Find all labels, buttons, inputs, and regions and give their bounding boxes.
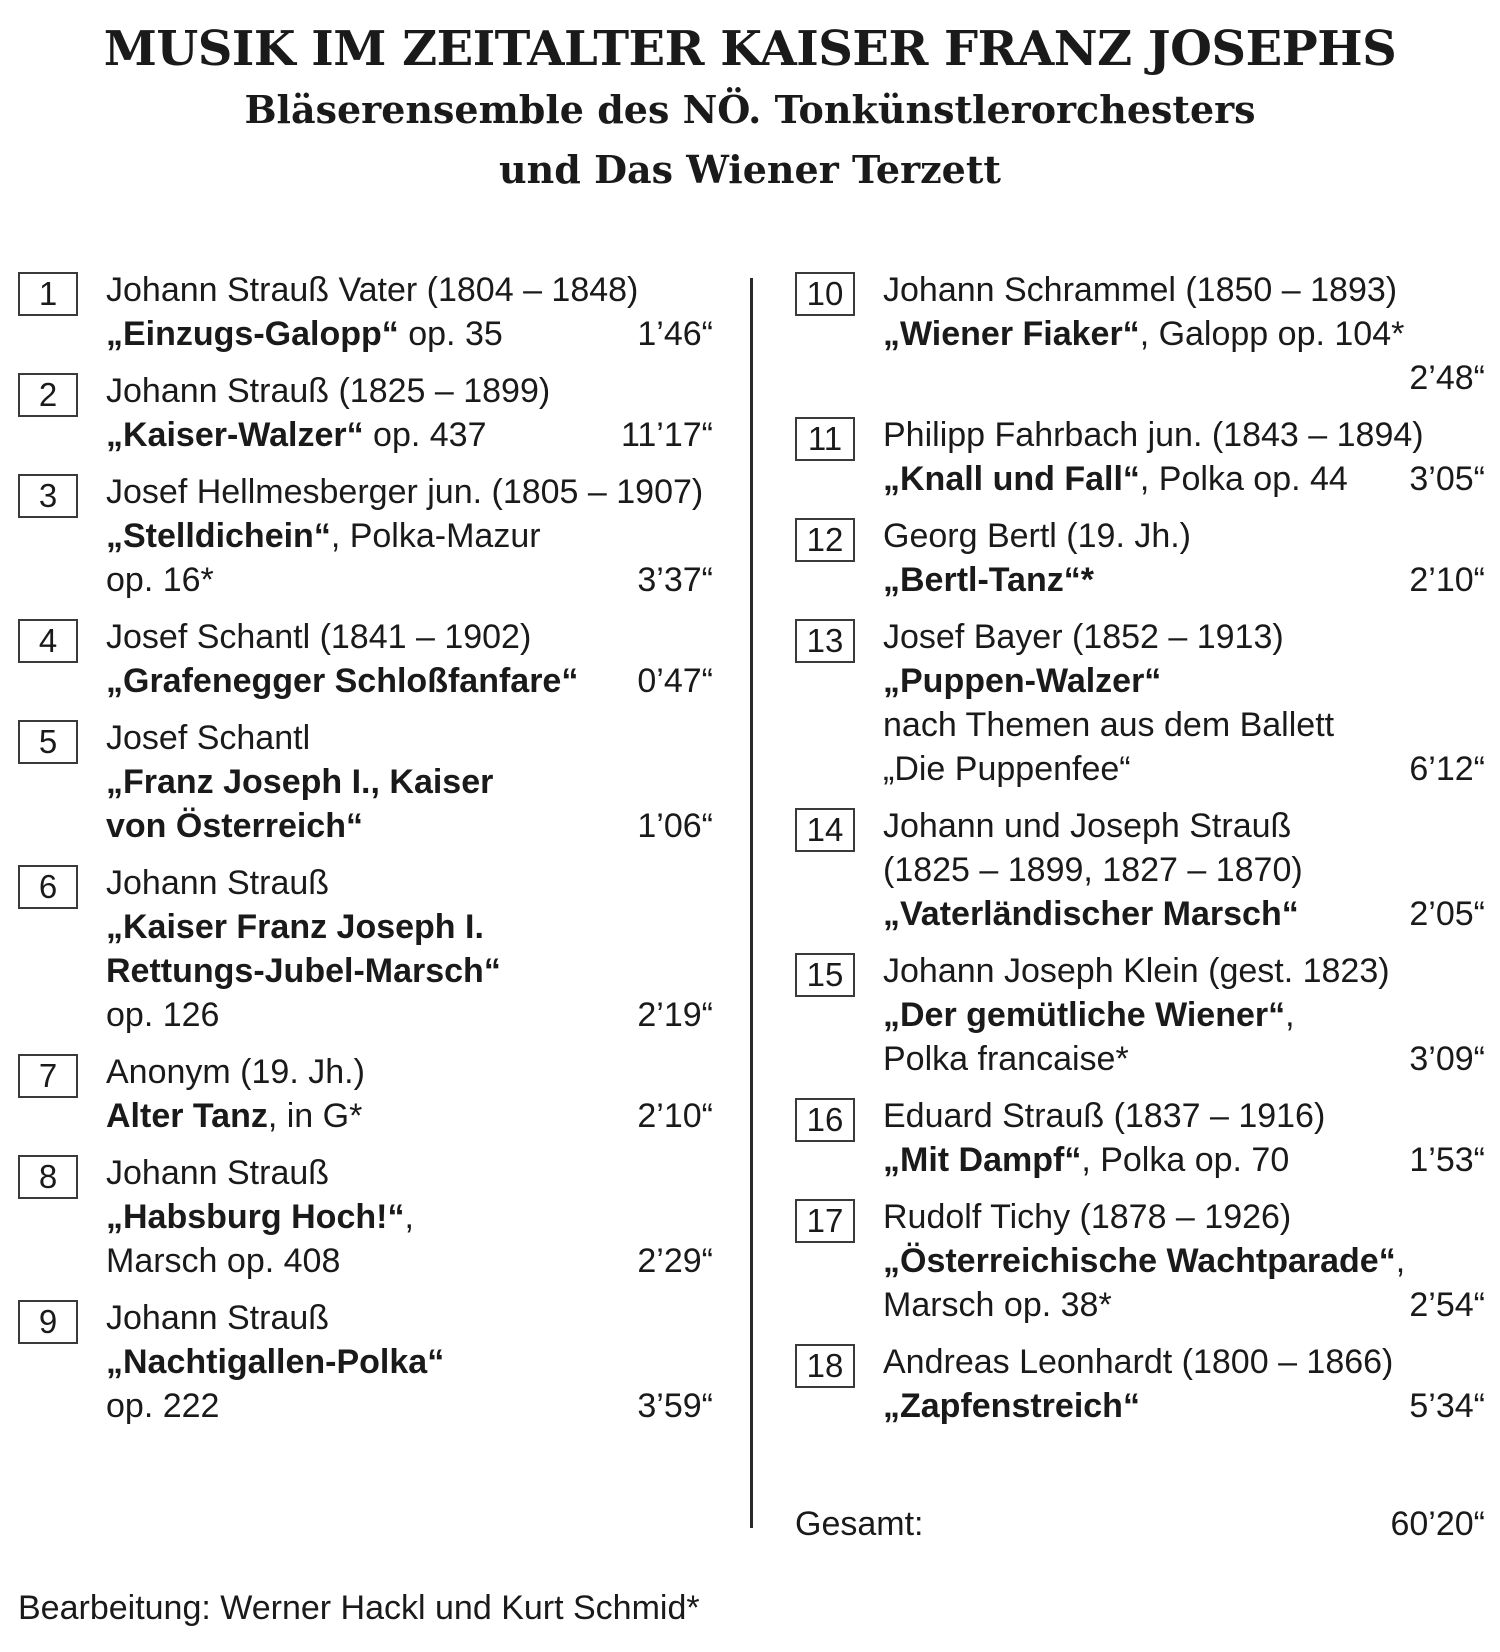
track-line — [883, 457, 1485, 501]
work-title: Rettungs-Jubel-Marsch“ — [106, 952, 501, 990]
track-line — [106, 514, 713, 558]
track-item — [18, 470, 713, 602]
track-line — [883, 413, 1485, 457]
track-duration: 2’48“ — [1409, 359, 1485, 397]
track-line — [106, 861, 713, 905]
track-line — [883, 703, 1485, 747]
track-number: 10 — [795, 272, 855, 316]
track-item — [18, 1296, 713, 1428]
track-line — [883, 1138, 1485, 1182]
track-duration: 6’12“ — [1409, 750, 1485, 788]
work-title: „Einzugs-Galopp“ — [106, 315, 399, 353]
track-line — [883, 1239, 1485, 1283]
track-line — [106, 1239, 713, 1283]
track-line — [106, 369, 713, 413]
work-title: Alter Tanz — [106, 1097, 268, 1135]
track-item — [18, 369, 713, 457]
work-title: „Mit Dampf“ — [883, 1141, 1082, 1179]
track-line — [106, 1195, 713, 1239]
track-text: Johann Strauß — [106, 864, 330, 902]
track-line — [106, 558, 713, 602]
track-line — [883, 312, 1485, 356]
track-text: op. 126 — [106, 996, 220, 1034]
track-line — [106, 804, 713, 848]
work-title: „Vaterländischer Marsch“ — [883, 895, 1299, 933]
work-title: „Bertl-Tanz“* — [883, 561, 1094, 599]
track-duration: 1’06“ — [637, 807, 713, 845]
track-text: Johann Strauß — [106, 1299, 330, 1337]
track-line — [883, 747, 1485, 791]
work-title: „Puppen-Walzer“ — [883, 662, 1162, 700]
track-item — [795, 804, 1485, 936]
track-text: Anonym (19. Jh.) — [106, 1053, 365, 1091]
track-duration: 2’10“ — [637, 1097, 713, 1135]
total-duration — [795, 1502, 1485, 1546]
track-line — [106, 716, 713, 760]
track-line — [883, 1195, 1485, 1239]
track-text: Josef Hellmesberger jun. (1805 – 1907) — [106, 473, 704, 511]
track-text: , Galopp op. 104* — [1139, 315, 1405, 353]
track-line — [106, 312, 713, 356]
track-text: Rudolf Tichy (1878 – 1926) — [883, 1198, 1292, 1236]
arrangement-credit: Bearbeitung: Werner Hackl und Kurt Schmid* — [18, 1589, 700, 1627]
track-item — [795, 1195, 1485, 1327]
track-number: 16 — [795, 1098, 855, 1142]
track-item — [18, 1151, 713, 1283]
header — [0, 18, 1500, 200]
track-line — [106, 993, 713, 1037]
track-item — [18, 716, 713, 848]
work-title: „Nachtigallen-Polka“ — [106, 1343, 445, 1381]
track-number: 2 — [18, 373, 78, 417]
track-line — [106, 1340, 713, 1384]
track-line — [883, 1094, 1485, 1138]
work-title: „Habsburg Hoch!“ — [106, 1198, 405, 1236]
track-line — [883, 356, 1485, 400]
track-line — [106, 949, 713, 993]
track-text: Johann Strauß — [106, 1154, 330, 1192]
track-text: Marsch op. 408 — [106, 1242, 341, 1280]
track-number: 17 — [795, 1199, 855, 1243]
track-number: 5 — [18, 720, 78, 764]
track-item — [795, 268, 1485, 400]
track-text: Johann Strauß (1825 – 1899) — [106, 372, 551, 410]
track-text: Johann Strauß Vater (1804 – 1848) — [106, 271, 639, 309]
track-line — [883, 615, 1485, 659]
track-line — [883, 804, 1485, 848]
track-line — [106, 1296, 713, 1340]
track-line — [106, 1094, 713, 1138]
track-item — [18, 861, 713, 1037]
track-duration: 2’54“ — [1409, 1286, 1485, 1324]
track-duration: 3’09“ — [1409, 1040, 1485, 1078]
work-title: „Wiener Fiaker“ — [883, 315, 1140, 353]
track-item — [795, 1094, 1485, 1182]
track-text: Josef Schantl (1841 – 1902) — [106, 618, 532, 656]
track-duration: 2’19“ — [637, 996, 713, 1034]
work-title: „Österreichische Wachtparade“ — [883, 1242, 1396, 1280]
track-line — [106, 659, 713, 703]
total-label: Gesamt: — [795, 1505, 924, 1543]
track-line — [106, 413, 713, 457]
track-duration: 2’05“ — [1409, 895, 1485, 933]
track-text: Philipp Fahrbach jun. (1843 – 1894) — [883, 416, 1424, 454]
track-text: op. 222 — [106, 1387, 220, 1425]
track-item — [18, 268, 713, 356]
track-item — [795, 1340, 1485, 1428]
track-line — [883, 892, 1485, 936]
track-line — [883, 1283, 1485, 1327]
track-number: 14 — [795, 808, 855, 852]
track-line — [883, 848, 1485, 892]
track-item — [795, 514, 1485, 602]
track-text: Johann Joseph Klein (gest. 1823) — [883, 952, 1390, 990]
track-line — [883, 993, 1485, 1037]
track-item — [795, 615, 1485, 791]
work-title: „Kaiser Franz Joseph I. — [106, 908, 484, 946]
track-text: op. 35 — [398, 315, 503, 353]
track-duration: 1’53“ — [1409, 1141, 1485, 1179]
track-duration: 11’17“ — [621, 416, 713, 454]
track-duration: 0’47“ — [637, 662, 713, 700]
track-line — [883, 268, 1485, 312]
work-title: „Stelldichein“ — [106, 517, 331, 555]
track-number: 11 — [795, 417, 855, 461]
ensemble-line-2: und Das Wiener Terzett — [499, 147, 1001, 192]
track-text: Johann und Joseph Strauß — [883, 807, 1292, 845]
tracklist-right — [795, 268, 1485, 1441]
track-line — [106, 1384, 713, 1428]
track-line — [106, 905, 713, 949]
column-divider — [750, 278, 753, 1528]
track-text: , in G* — [267, 1097, 363, 1135]
track-text: , — [1285, 996, 1295, 1034]
ensemble-line: Bläserensemble des NÖ. Tonkünstlerorchesters — [244, 87, 1256, 132]
track-line — [883, 514, 1485, 558]
track-text: Marsch op. 38* — [883, 1286, 1112, 1324]
work-title: „Der gemütliche Wiener“ — [883, 996, 1286, 1034]
work-title: von Österreich“ — [106, 807, 363, 845]
track-text: op. 16* — [106, 561, 214, 599]
track-line — [106, 470, 713, 514]
track-item — [18, 1050, 713, 1138]
track-text: , — [1395, 1242, 1406, 1280]
track-number: 13 — [795, 619, 855, 663]
work-title: „Zapfenstreich“ — [883, 1387, 1140, 1425]
track-line — [883, 558, 1485, 602]
track-text: , Polka-Mazur — [330, 517, 541, 555]
track-line — [883, 1340, 1485, 1384]
track-number: 9 — [18, 1300, 78, 1344]
track-number: 15 — [795, 953, 855, 997]
track-text: , Polka op. 70 — [1081, 1141, 1290, 1179]
track-line — [883, 1384, 1485, 1428]
track-text: Johann Schrammel (1850 – 1893) — [883, 271, 1398, 309]
track-line — [106, 268, 713, 312]
track-duration: 3’37“ — [637, 561, 713, 599]
track-duration: 3’59“ — [637, 1387, 713, 1425]
track-number: 6 — [18, 865, 78, 909]
track-number: 12 — [795, 518, 855, 562]
work-title: „Franz Joseph I., Kaiser — [106, 763, 494, 801]
track-text: nach Themen aus dem Ballett — [883, 706, 1335, 744]
track-number: 4 — [18, 619, 78, 663]
track-number: 7 — [18, 1054, 78, 1098]
track-duration: 3’05“ — [1409, 460, 1485, 498]
track-text: Josef Schantl — [106, 719, 311, 757]
track-text: Andreas Leonhardt (1800 – 1866) — [883, 1343, 1394, 1381]
track-duration: 2’29“ — [637, 1242, 713, 1280]
track-line — [106, 1151, 713, 1195]
track-text: op. 437 — [363, 416, 487, 454]
track-number: 18 — [795, 1344, 855, 1388]
work-title: „Knall und Fall“ — [883, 460, 1140, 498]
track-number: 1 — [18, 272, 78, 316]
tracklist-left — [18, 268, 713, 1441]
track-line — [106, 1050, 713, 1094]
track-text: „Die Puppenfee“ — [883, 750, 1131, 788]
track-duration: 1’46“ — [637, 315, 713, 353]
track-text: Eduard Strauß (1837 – 1916) — [883, 1097, 1326, 1135]
track-line — [883, 659, 1485, 703]
track-text: , — [404, 1198, 414, 1236]
track-line — [883, 1037, 1485, 1081]
track-duration: 5’34“ — [1409, 1387, 1485, 1425]
track-text: Josef Bayer (1852 – 1913) — [883, 618, 1284, 656]
track-number: 8 — [18, 1155, 78, 1199]
track-duration: 2’10“ — [1409, 561, 1485, 599]
album-title: MUSIK IM ZEITALTER KAISER FRANZ JOSEPHS — [103, 21, 1397, 77]
total-time: 60’20“ — [1390, 1505, 1485, 1543]
track-line — [106, 615, 713, 659]
track-item — [18, 615, 713, 703]
track-text: Georg Bertl (19. Jh.) — [883, 517, 1192, 555]
track-text: Polka francaise* — [883, 1040, 1129, 1078]
track-item — [795, 949, 1485, 1081]
track-line — [883, 949, 1485, 993]
track-number: 3 — [18, 474, 78, 518]
track-line — [106, 760, 713, 804]
track-text: , Polka op. 44 — [1139, 460, 1348, 498]
track-text: (1825 – 1899, 1827 – 1870) — [883, 851, 1303, 889]
track-item — [795, 413, 1485, 501]
work-title: „Kaiser-Walzer“ — [106, 416, 364, 454]
work-title: „Grafenegger Schloßfanfare“ — [106, 662, 579, 700]
